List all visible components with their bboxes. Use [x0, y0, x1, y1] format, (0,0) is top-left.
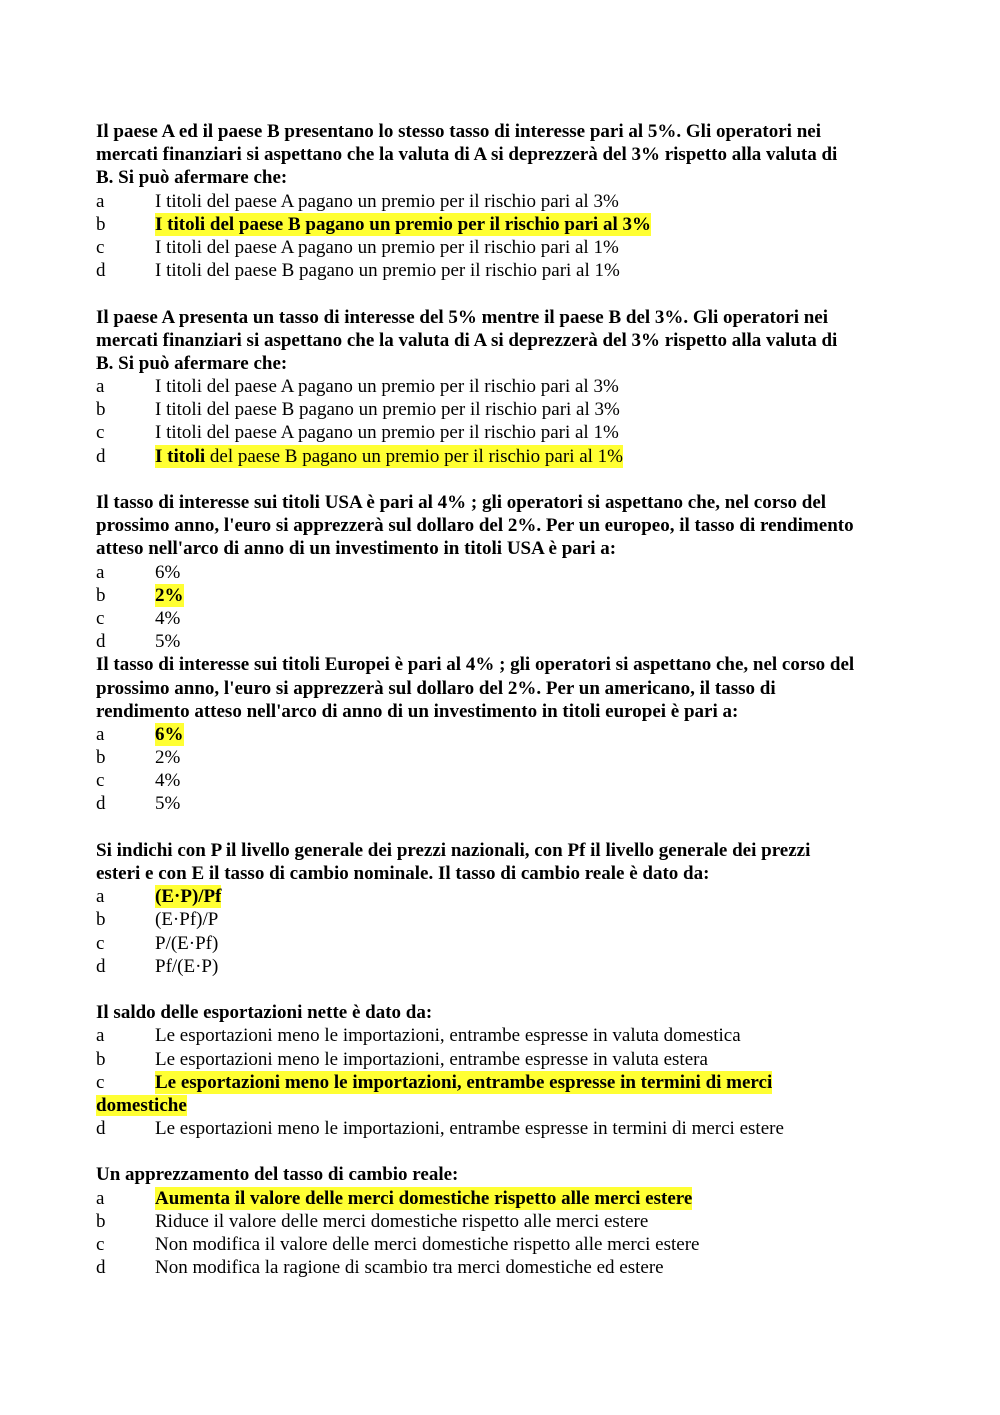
answer-option	[96, 1187, 916, 1210]
question-text-line: B. Si può afermare che:	[96, 167, 288, 189]
question-1	[96, 120, 916, 282]
answer-option	[96, 769, 916, 792]
option-letter: d	[96, 631, 106, 653]
option-text: 4%	[155, 607, 181, 629]
spacer	[96, 978, 916, 1001]
answer-option	[96, 421, 916, 444]
question-text-line: Un apprezzamento del tasso di cambio reale:	[96, 1164, 459, 1186]
answer-option	[96, 630, 916, 653]
option-letter: a	[96, 376, 105, 398]
option-text: 2%	[155, 747, 181, 769]
option-text-highlighted: Aumenta il valore delle merci domestiche rispetto alle merci estere	[155, 1187, 693, 1209]
answer-option	[96, 375, 916, 398]
option-text: 5%	[155, 793, 181, 815]
question-4	[96, 653, 916, 815]
answer-option	[96, 398, 916, 421]
answer-option	[96, 746, 916, 769]
option-text: I titoli del paese B pagano un premio per il rischio pari al 1%	[155, 260, 620, 282]
option-text: I titoli del paese A pagano un premio per il rischio pari al 1%	[155, 236, 619, 258]
answer-option	[96, 1117, 916, 1140]
option-text-bold-part: I titoli	[155, 445, 206, 467]
answer-option	[96, 607, 916, 630]
question-5	[96, 839, 916, 978]
spacer	[96, 468, 916, 491]
option-text-highlighted: 2%	[155, 584, 184, 606]
question-text-line: esteri e con E il tasso di cambio nominale. Il tasso di cambio reale è dato da:	[96, 863, 710, 884]
question-text-line: Il tasso di interesse sui titoli Europei è pari al 4% ; gli operatori si aspettano che, nel corso del	[96, 654, 855, 676]
option-text: I titoli del paese A pagano un premio per il rischio pari al 3%	[155, 376, 619, 398]
option-letter: a	[96, 190, 105, 212]
option-text: 5%	[155, 631, 181, 653]
option-text: P/(E·Pf)	[155, 932, 219, 954]
option-text-rest: del paese B pagano un premio per il rischio pari al 1%	[205, 445, 624, 467]
question-text-line: rendimento atteso nell'arco di anno di un investimento in titoli europei è pari a:	[96, 700, 739, 722]
option-text: Riduce il valore delle merci domestiche rispetto alle merci estere	[155, 1210, 649, 1232]
option-letter: b	[96, 584, 106, 606]
answer-option	[96, 561, 916, 584]
question-6	[96, 1001, 916, 1140]
answer-option	[96, 445, 916, 468]
question-text-line: prossimo anno, l'euro si apprezzerà sul dollaro del 2%. Per un europeo, il tasso di rendimento	[96, 515, 854, 537]
option-letter: b	[96, 1048, 106, 1070]
question-3	[96, 491, 916, 653]
question-text-line: Il paese A presenta un tasso di interesse del 5% mentre il paese B del 3%. Gli operatori nei	[96, 306, 829, 328]
answer-option	[96, 259, 916, 282]
option-letter: d	[96, 1257, 106, 1279]
question-text-line: prossimo anno, l'euro si apprezzerà sul dollaro del 2%. Per un americano, il tasso di	[96, 677, 776, 699]
option-text: Le esportazioni meno le importazioni, entrambe espresse in valuta domestica	[155, 1025, 741, 1047]
question-text-line: mercati finanziari si aspettano che la valuta di A si deprezzerà del 3% rispetto alla valuta di	[96, 144, 838, 166]
option-letter: d	[96, 1118, 106, 1140]
answer-option	[96, 1024, 916, 1047]
answer-option	[96, 213, 916, 236]
answer-option	[96, 932, 916, 955]
answer-option	[96, 885, 916, 908]
answer-option	[96, 1233, 916, 1256]
option-text: 6%	[155, 561, 181, 583]
question-text-line: Il tasso di interesse sui titoli USA è pari al 4% ; gli operatori si aspettano che, nel corso del	[96, 492, 827, 513]
option-letter: d	[96, 793, 106, 815]
option-text: Le esportazioni meno le importazioni, entrambe espresse in valuta estera	[155, 1048, 708, 1070]
option-text: (E·Pf)/P	[155, 909, 219, 931]
option-letter: d	[96, 445, 106, 467]
question-7	[96, 1163, 916, 1279]
answer-option	[96, 584, 916, 607]
answer-option	[96, 792, 916, 815]
answer-option	[96, 955, 916, 978]
option-letter: c	[96, 1234, 105, 1255]
option-letter: c	[96, 236, 105, 258]
option-text: I titoli del paese A pagano un premio per il rischio pari al 1%	[155, 422, 619, 444]
option-text: Non modifica la ragione di scambio tra merci domestiche ed estere	[155, 1257, 664, 1279]
option-letter: a	[96, 723, 105, 745]
option-text-highlighted: (E·P)/Pf	[155, 886, 222, 908]
question-text-line: atteso nell'arco di anno di un investimento in titoli USA è pari a:	[96, 538, 617, 560]
option-letter: c	[96, 422, 105, 444]
option-letter: b	[96, 399, 106, 421]
answer-option	[96, 236, 916, 259]
option-letter: c	[96, 932, 105, 954]
option-text: Pf/(E·P)	[155, 955, 219, 977]
question-text-line: Il saldo delle esportazioni nette è dato da:	[96, 1002, 433, 1024]
spacer	[96, 816, 916, 839]
option-letter: a	[96, 561, 105, 583]
option-text: I titoli del paese A pagano un premio per il rischio pari al 3%	[155, 190, 619, 212]
answer-option	[96, 1071, 916, 1094]
option-letter: d	[96, 260, 106, 282]
option-letter: b	[96, 1210, 106, 1232]
question-text-line: Si indichi con P il livello generale dei prezzi nazionali, con Pf il livello generale dei prezzi	[96, 839, 811, 861]
option-text-highlighted	[155, 445, 623, 468]
question-text-line: Il paese A ed il paese B presentano lo stesso tasso di interesse pari al 5%. Gli operatori nei	[96, 121, 821, 142]
question-text-line: B. Si può afermare che:	[96, 352, 288, 374]
option-letter: b	[96, 213, 106, 235]
option-text: Non modifica il valore delle merci domestiche rispetto alle merci estere	[155, 1234, 700, 1255]
document-page	[96, 120, 916, 1279]
option-letter: c	[96, 607, 105, 629]
answer-option	[96, 1048, 916, 1071]
option-letter: b	[96, 747, 106, 769]
option-text-highlighted: 6%	[155, 723, 184, 745]
answer-option	[96, 908, 916, 931]
option-text-highlighted: Le esportazioni meno le importazioni, entrambe espresse in termini di merci	[155, 1071, 773, 1093]
question-text-line: mercati finanziari si aspettano che la valuta di A si deprezzerà del 3% rispetto alla valuta di	[96, 329, 838, 351]
option-text: 4%	[155, 770, 181, 792]
option-text: I titoli del paese B pagano un premio per il rischio pari al 3%	[155, 399, 620, 421]
answer-option	[96, 1210, 916, 1233]
spacer	[96, 1140, 916, 1163]
option-letter: b	[96, 909, 106, 931]
question-2	[96, 306, 916, 468]
answer-option	[96, 1256, 916, 1279]
option-letter: c	[96, 770, 105, 792]
option-text-highlighted: I titoli del paese B pagano un premio per il rischio pari al 3%	[155, 213, 651, 235]
answer-option	[96, 190, 916, 213]
option-text-highlighted: domestiche	[96, 1094, 187, 1116]
answer-option-continuation	[96, 1094, 916, 1117]
answer-option	[96, 723, 916, 746]
option-letter: a	[96, 1187, 105, 1209]
option-letter: c	[96, 1071, 105, 1093]
option-letter: d	[96, 955, 106, 977]
option-letter: a	[96, 886, 105, 908]
spacer	[96, 282, 916, 305]
option-text: Le esportazioni meno le importazioni, entrambe espresse in termini di merci estere	[155, 1118, 784, 1140]
option-letter: a	[96, 1025, 105, 1047]
